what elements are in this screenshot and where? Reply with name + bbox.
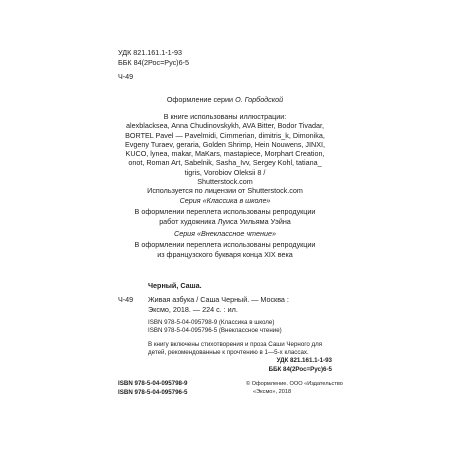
series-block [118,229,332,259]
license-line: Используется по лицензии от Shutterstock.com [147,186,303,196]
udk-code: УДК 821.161.1-1-93 [118,48,183,57]
bbk-code: ББК 84(2Рос=Рус)6-5 [118,58,189,67]
illustrations-credits [118,112,332,196]
catalog-udk: УДК 821.161.1-1-93 [276,357,332,364]
series-block [118,196,332,226]
copyright-line: «Эксмо», 2018 [253,389,292,395]
catalog-annotation-line: В книгу включены стихотворения и проза Саши Черного для [148,341,323,348]
credit-line: tigris, Vorobiov Oleksii 8 / [184,167,266,177]
series-line: из французского букваря конца XIX века [157,249,293,259]
series-line: В оформлении переплета использованы репродукции [134,207,316,217]
credit-line: onot, Roman Art, Sabelnik, Sasha_Ivv, Sergey Kohl, tatiana_ [128,158,322,168]
series-design-line [118,95,332,104]
catalog-bbk: ББК 84(2Рос=Рус)6-5 [268,366,332,373]
catalog-imprint-line: Эксмо, 2018. — 224 с. : ил. [148,305,238,314]
credit-line: alexblacksea, Anna Chudinovskykh, AVA Bitter, Bodor Tivadar, [126,121,324,131]
footer-isbn: ISBN 978-5-04-095798-9 [118,380,188,387]
catalog-mark: Ч-49 [118,295,134,304]
author-mark: Ч-49 [118,72,134,81]
series-title: Серия «Классика в школе» [179,196,271,205]
credit-line: BORTEL Pavel — Pavelmidi, Cimmerian, dimitris_k, Dimonika, [125,130,325,140]
catalog-annotation-line: детей, рекомендованные к прочтению в 1—5-х классах. [148,349,309,356]
credit-line: Shutterstock.com [197,177,253,187]
series-title: Серия «Внеклассное чтение» [174,229,276,238]
catalog-isbn-line: ISBN 978-5-04-095796-5 (Внеклассное чтение) [148,327,282,334]
series-design-name: О. Горбодской [235,95,284,104]
illustrations-heading: В книге использованы иллюстрации: [163,112,287,121]
credit-line: KUCO, lynea, makar, MaKars, mastapiece, Morphart Creation, [125,149,325,159]
catalog-isbn-line: ISBN 978-5-04-095798-9 (Классика в школе) [148,319,275,326]
catalog-title-line: Живая азбука / Саша Черный. — Москва : [148,295,289,304]
series-line: В оформлении переплета использованы репродукции [134,240,316,250]
credit-line: Evgeny Turaev, geraria, Golden Shrimp, Hein Nouwens, JINXI, [124,139,325,149]
copyright-line: © Оформление. ООО «Издательство [246,381,343,387]
footer-isbn: ISBN 978-5-04-095796-5 [118,389,188,396]
series-line: работ художника Луиса Уильяма Уэйна [159,216,291,226]
catalog-author: Черный, Саша. [148,281,202,290]
series-design-label: Оформление серии [166,95,234,104]
